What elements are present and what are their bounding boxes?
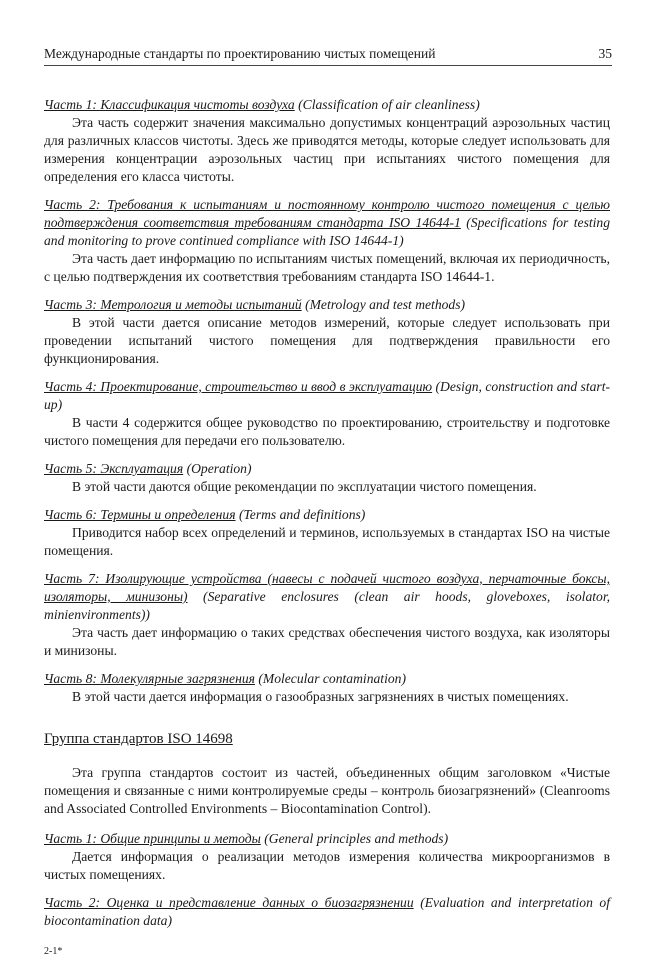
group-heading: Группа стандартов ISO 14698	[44, 731, 233, 747]
signature-mark: 2-1*	[44, 946, 63, 957]
part-section	[44, 894, 610, 930]
part-description: Дается информация о реализации методов измерения количества микроорганизмов в чистых помещениях.	[44, 849, 610, 882]
part-title-ru: Часть 3: Метрология и методы испытаний	[44, 297, 302, 312]
part-section	[44, 460, 610, 496]
part-title-ru: Часть 1: Общие принципы и методы	[44, 831, 261, 846]
part-description: В этой части дается информация о газообразных загрязнениях в чистых помещениях.	[72, 689, 569, 704]
part-description: Приводится набор всех определений и терминов, используемых в стандартах ISO на чистые помещения.	[44, 525, 610, 558]
part-title	[44, 670, 610, 688]
part-title	[44, 460, 610, 478]
part-title	[44, 296, 610, 314]
part-title-en: (Terms and definitions)	[235, 507, 366, 522]
part-title-en: (Operation)	[183, 461, 252, 476]
part-section	[44, 506, 610, 560]
part-title-ru: Часть 8: Молекулярные загрязнения	[44, 671, 255, 686]
part-title-ru: Часть 6: Термины и определения	[44, 507, 236, 522]
part-section	[44, 96, 610, 186]
running-header	[44, 46, 612, 66]
part-title-en: (Metrology and test methods)	[301, 297, 466, 312]
part-title-en: (Design, construction and start-up)	[44, 379, 610, 412]
part-title-ru: Часть 2: Требования к испытаниям и постоянному контролю чистого помещения с целью подтверждения соответствия требованиям стандарта ISO 14644-1	[44, 197, 610, 230]
part-section	[44, 670, 610, 706]
part-description: В этой части даются общие рекомендации по эксплуатации чистого помещения.	[72, 479, 537, 494]
part-title	[44, 894, 610, 930]
part-title-en: (Classification of air cleanliness)	[294, 97, 480, 112]
part-description: В этой части дается описание методов измерений, которые следует использовать при проведении испытаний чистого помещения для подтверждения правильности его функционирования.	[44, 315, 610, 366]
part-title	[44, 570, 610, 624]
part-title-ru: Часть 5: Эксплуатация	[44, 461, 184, 476]
part-section	[44, 296, 610, 368]
part-title-ru: Часть 1: Классификация чистоты воздуха	[44, 97, 295, 112]
part-title-ru: Часть 2: Оценка и представление данных о биозагрязнении	[44, 895, 414, 910]
part-title-en: (Specifications for testing and monitoring to prove continued compliance with ISO 14644-1)	[44, 215, 611, 248]
iso-14644-parts	[44, 96, 610, 706]
part-title-en: (Evaluation and interpretation of biocontamination data)	[44, 895, 610, 928]
part-title-en: (General principles and methods)	[260, 831, 449, 846]
group-intro: Эта группа стандартов состоит из частей, объединенных общим заголовком «Чистые помещения и связанные с ними контролируемые среды – контроль биозагрязнений» (Cleanrooms and Associated Controlled Environments – Biocontamination Control).	[44, 765, 610, 816]
part-title	[44, 378, 610, 414]
part-description: Эта часть дает информацию по испытаниям чистых помещений, включая их периодичность, с целью подтверждения их соответствия требованиям стандарта ISO 14644-1.	[44, 251, 611, 284]
part-title	[44, 506, 610, 524]
part-section	[44, 830, 610, 884]
part-title	[44, 196, 610, 250]
part-title-en: (Separative enclosures (clean air hoods, gloveboxes, isolator, minienvironments))	[44, 589, 611, 622]
part-section	[44, 196, 610, 286]
part-title	[44, 830, 610, 848]
part-section	[44, 378, 610, 450]
page-content	[44, 96, 610, 940]
header-title: Международные стандарты по проектированию чистых помещений	[44, 46, 436, 61]
part-title-ru: Часть 4: Проектирование, строительство и ввод в эксплуатацию	[44, 379, 433, 394]
page-number: 35	[598, 46, 612, 61]
part-title-ru: Часть 7: Изолирующие устройства (навесы с подачей чистого воздуха, перчаточные боксы, изоляторы, минизоны)	[44, 571, 610, 604]
part-description: В части 4 содержится общее руководство по проектированию, строительству и подготовке чистого помещения для передачи его пользователю.	[44, 415, 610, 448]
part-title-en: (Molecular contamination)	[254, 671, 406, 686]
part-description: Эта часть дает информацию о таких средствах обеспечения чистого воздуха, как изоляторы и минизоны.	[44, 625, 610, 658]
part-section	[44, 570, 610, 660]
part-title	[44, 96, 610, 114]
part-description: Эта часть содержит значения максимально допустимых концентраций аэрозольных частиц для различных классов чистоты. Здесь же приводятся методы, которые следует использовать для измерения концентрации аэрозольных частиц при испытаниях чистого помещения для определения его класса чистоты.	[44, 115, 610, 184]
iso-14698-parts	[44, 830, 610, 930]
